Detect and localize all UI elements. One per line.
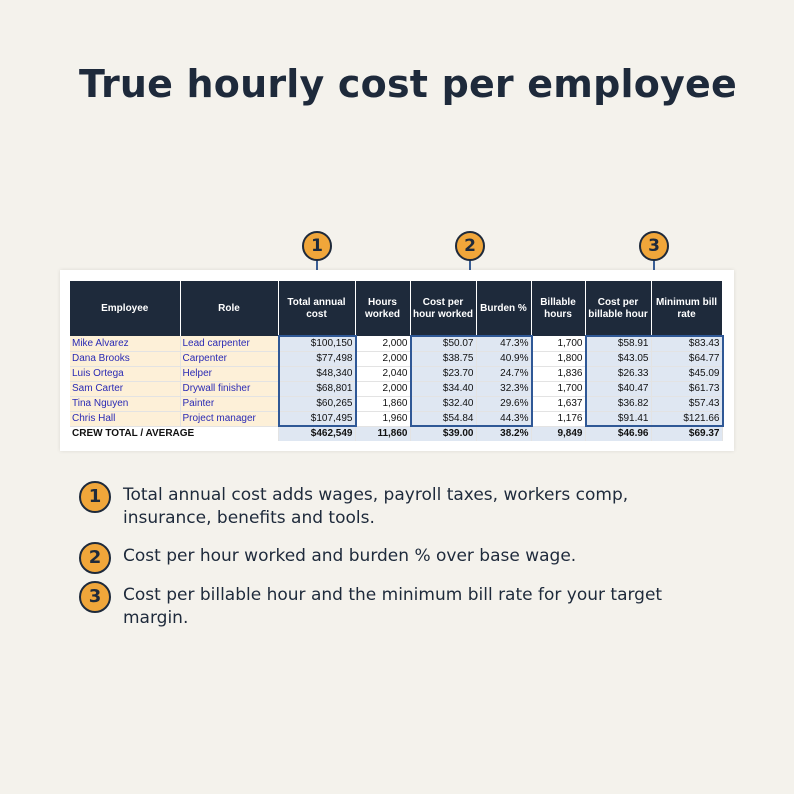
minimum-bill-rate-average-cell[interactable]: $69.37	[651, 426, 722, 441]
legend-number-1: 1	[79, 481, 111, 513]
burden-percent-cell[interactable]: 47.3%	[476, 336, 531, 351]
legend-text-2: Cost per hour worked and burden % over base wage.	[123, 546, 577, 566]
role-cell[interactable]: Project manager	[180, 411, 278, 426]
cost-per-billable-hour-cell[interactable]: $91.41	[585, 411, 651, 426]
minimum-bill-rate-cell[interactable]: $83.43	[651, 336, 722, 351]
total-label-cell[interactable]: CREW TOTAL / AVERAGE	[70, 426, 278, 441]
burden-percent-average-cell[interactable]: 38.2%	[476, 426, 531, 441]
hours-worked-cell[interactable]: 2,040	[355, 366, 410, 381]
legend-number-2: 2	[79, 542, 111, 574]
billable-hours-cell[interactable]: 1,700	[531, 381, 585, 396]
header-cost-per-billable-hour[interactable]: Cost per billable hour	[585, 281, 651, 336]
role-cell[interactable]: Carpenter	[180, 351, 278, 366]
billable-hours-cell[interactable]: 1,700	[531, 336, 585, 351]
total-annual-cost-total-cell[interactable]: $462,549	[278, 426, 355, 441]
hours-worked-cell[interactable]: 1,960	[355, 411, 410, 426]
hours-worked-cell[interactable]: 1,860	[355, 396, 410, 411]
total-annual-cost-cell[interactable]: $100,150	[278, 336, 355, 351]
role-cell[interactable]: Drywall finisher	[180, 381, 278, 396]
header-cost-per-hour-worked[interactable]: Cost per hour worked	[410, 281, 476, 336]
minimum-bill-rate-cell[interactable]: $45.09	[651, 366, 722, 381]
cost-per-billable-hour-cell[interactable]: $43.05	[585, 351, 651, 366]
header-total-annual-cost[interactable]: Total annual cost	[278, 281, 355, 336]
callout-3-marker: 3	[639, 231, 669, 261]
hours-worked-cell[interactable]: 2,000	[355, 336, 410, 351]
header-billable-hours[interactable]: Billable hours	[531, 281, 585, 336]
employee-name-cell[interactable]: Dana Brooks	[70, 351, 180, 366]
total-annual-cost-cell[interactable]: $77,498	[278, 351, 355, 366]
cost-per-hour-worked-cell[interactable]: $32.40	[410, 396, 476, 411]
header-row	[70, 281, 722, 336]
minimum-bill-rate-cell[interactable]: $57.43	[651, 396, 722, 411]
total-row	[70, 426, 722, 441]
cost-per-hour-worked-cell[interactable]: $54.84	[410, 411, 476, 426]
role-cell[interactable]: Lead carpenter	[180, 336, 278, 351]
header-role[interactable]: Role	[180, 281, 278, 336]
cost-per-hour-worked-cell[interactable]: $34.40	[410, 381, 476, 396]
cost-per-billable-hour-cell[interactable]: $58.91	[585, 336, 651, 351]
header-employee[interactable]: Employee	[70, 281, 180, 336]
minimum-bill-rate-cell[interactable]: $64.77	[651, 351, 722, 366]
highlight-box-3	[585, 335, 724, 427]
hours-worked-total-cell[interactable]: 11,860	[355, 426, 410, 441]
legend-number-3: 3	[79, 581, 111, 613]
cost-per-billable-hour-cell[interactable]: $40.47	[585, 381, 651, 396]
minimum-bill-rate-cell[interactable]: $121.66	[651, 411, 722, 426]
minimum-bill-rate-cell[interactable]: $61.73	[651, 381, 722, 396]
burden-percent-cell[interactable]: 40.9%	[476, 351, 531, 366]
billable-hours-cell[interactable]: 1,836	[531, 366, 585, 381]
hours-worked-cell[interactable]: 2,000	[355, 351, 410, 366]
cost-per-hour-worked-cell[interactable]: $23.70	[410, 366, 476, 381]
callout-1-marker: 1	[302, 231, 332, 261]
header-hours-worked[interactable]: Hours worked	[355, 281, 410, 336]
employee-name-cell[interactable]: Tina Nguyen	[70, 396, 180, 411]
cost-per-billable-hour-cell[interactable]: $36.82	[585, 396, 651, 411]
employee-name-cell[interactable]: Mike Alvarez	[70, 336, 180, 351]
highlight-box-1	[278, 335, 357, 427]
total-annual-cost-cell[interactable]: $107,495	[278, 411, 355, 426]
role-cell[interactable]: Painter	[180, 396, 278, 411]
cost-per-hour-worked-average-cell[interactable]: $39.00	[410, 426, 476, 441]
header-minimum-bill-rate[interactable]: Minimum bill rate	[651, 281, 722, 336]
cost-per-hour-worked-cell[interactable]: $50.07	[410, 336, 476, 351]
employee-name-cell[interactable]: Chris Hall	[70, 411, 180, 426]
header-burden-percent[interactable]: Burden %	[476, 281, 531, 336]
cost-per-billable-hour-cell[interactable]: $26.33	[585, 366, 651, 381]
role-cell[interactable]: Helper	[180, 366, 278, 381]
highlight-box-2	[410, 335, 533, 427]
legend-text-1: Total annual cost adds wages, payroll taxes, workers comp, insurance, benefits and tools.	[123, 485, 629, 528]
employee-name-cell[interactable]: Sam Carter	[70, 381, 180, 396]
cost-per-hour-worked-cell[interactable]: $38.75	[410, 351, 476, 366]
cost-per-billable-hour-average-cell[interactable]: $46.96	[585, 426, 651, 441]
total-annual-cost-cell[interactable]: $48,340	[278, 366, 355, 381]
legend-text-3: Cost per billable hour and the minimum bill rate for your target margin.	[123, 585, 663, 628]
total-annual-cost-cell[interactable]: $60,265	[278, 396, 355, 411]
billable-hours-total-cell[interactable]: 9,849	[531, 426, 585, 441]
burden-percent-cell[interactable]: 44.3%	[476, 411, 531, 426]
callout-2-marker: 2	[455, 231, 485, 261]
hours-worked-cell[interactable]: 2,000	[355, 381, 410, 396]
burden-percent-cell[interactable]: 29.6%	[476, 396, 531, 411]
employee-name-cell[interactable]: Luis Ortega	[70, 366, 180, 381]
page-title: True hourly cost per employee	[79, 62, 737, 106]
burden-percent-cell[interactable]: 24.7%	[476, 366, 531, 381]
billable-hours-cell[interactable]: 1,800	[531, 351, 585, 366]
burden-percent-cell[interactable]: 32.3%	[476, 381, 531, 396]
total-annual-cost-cell[interactable]: $68,801	[278, 381, 355, 396]
billable-hours-cell[interactable]: 1,637	[531, 396, 585, 411]
billable-hours-cell[interactable]: 1,176	[531, 411, 585, 426]
